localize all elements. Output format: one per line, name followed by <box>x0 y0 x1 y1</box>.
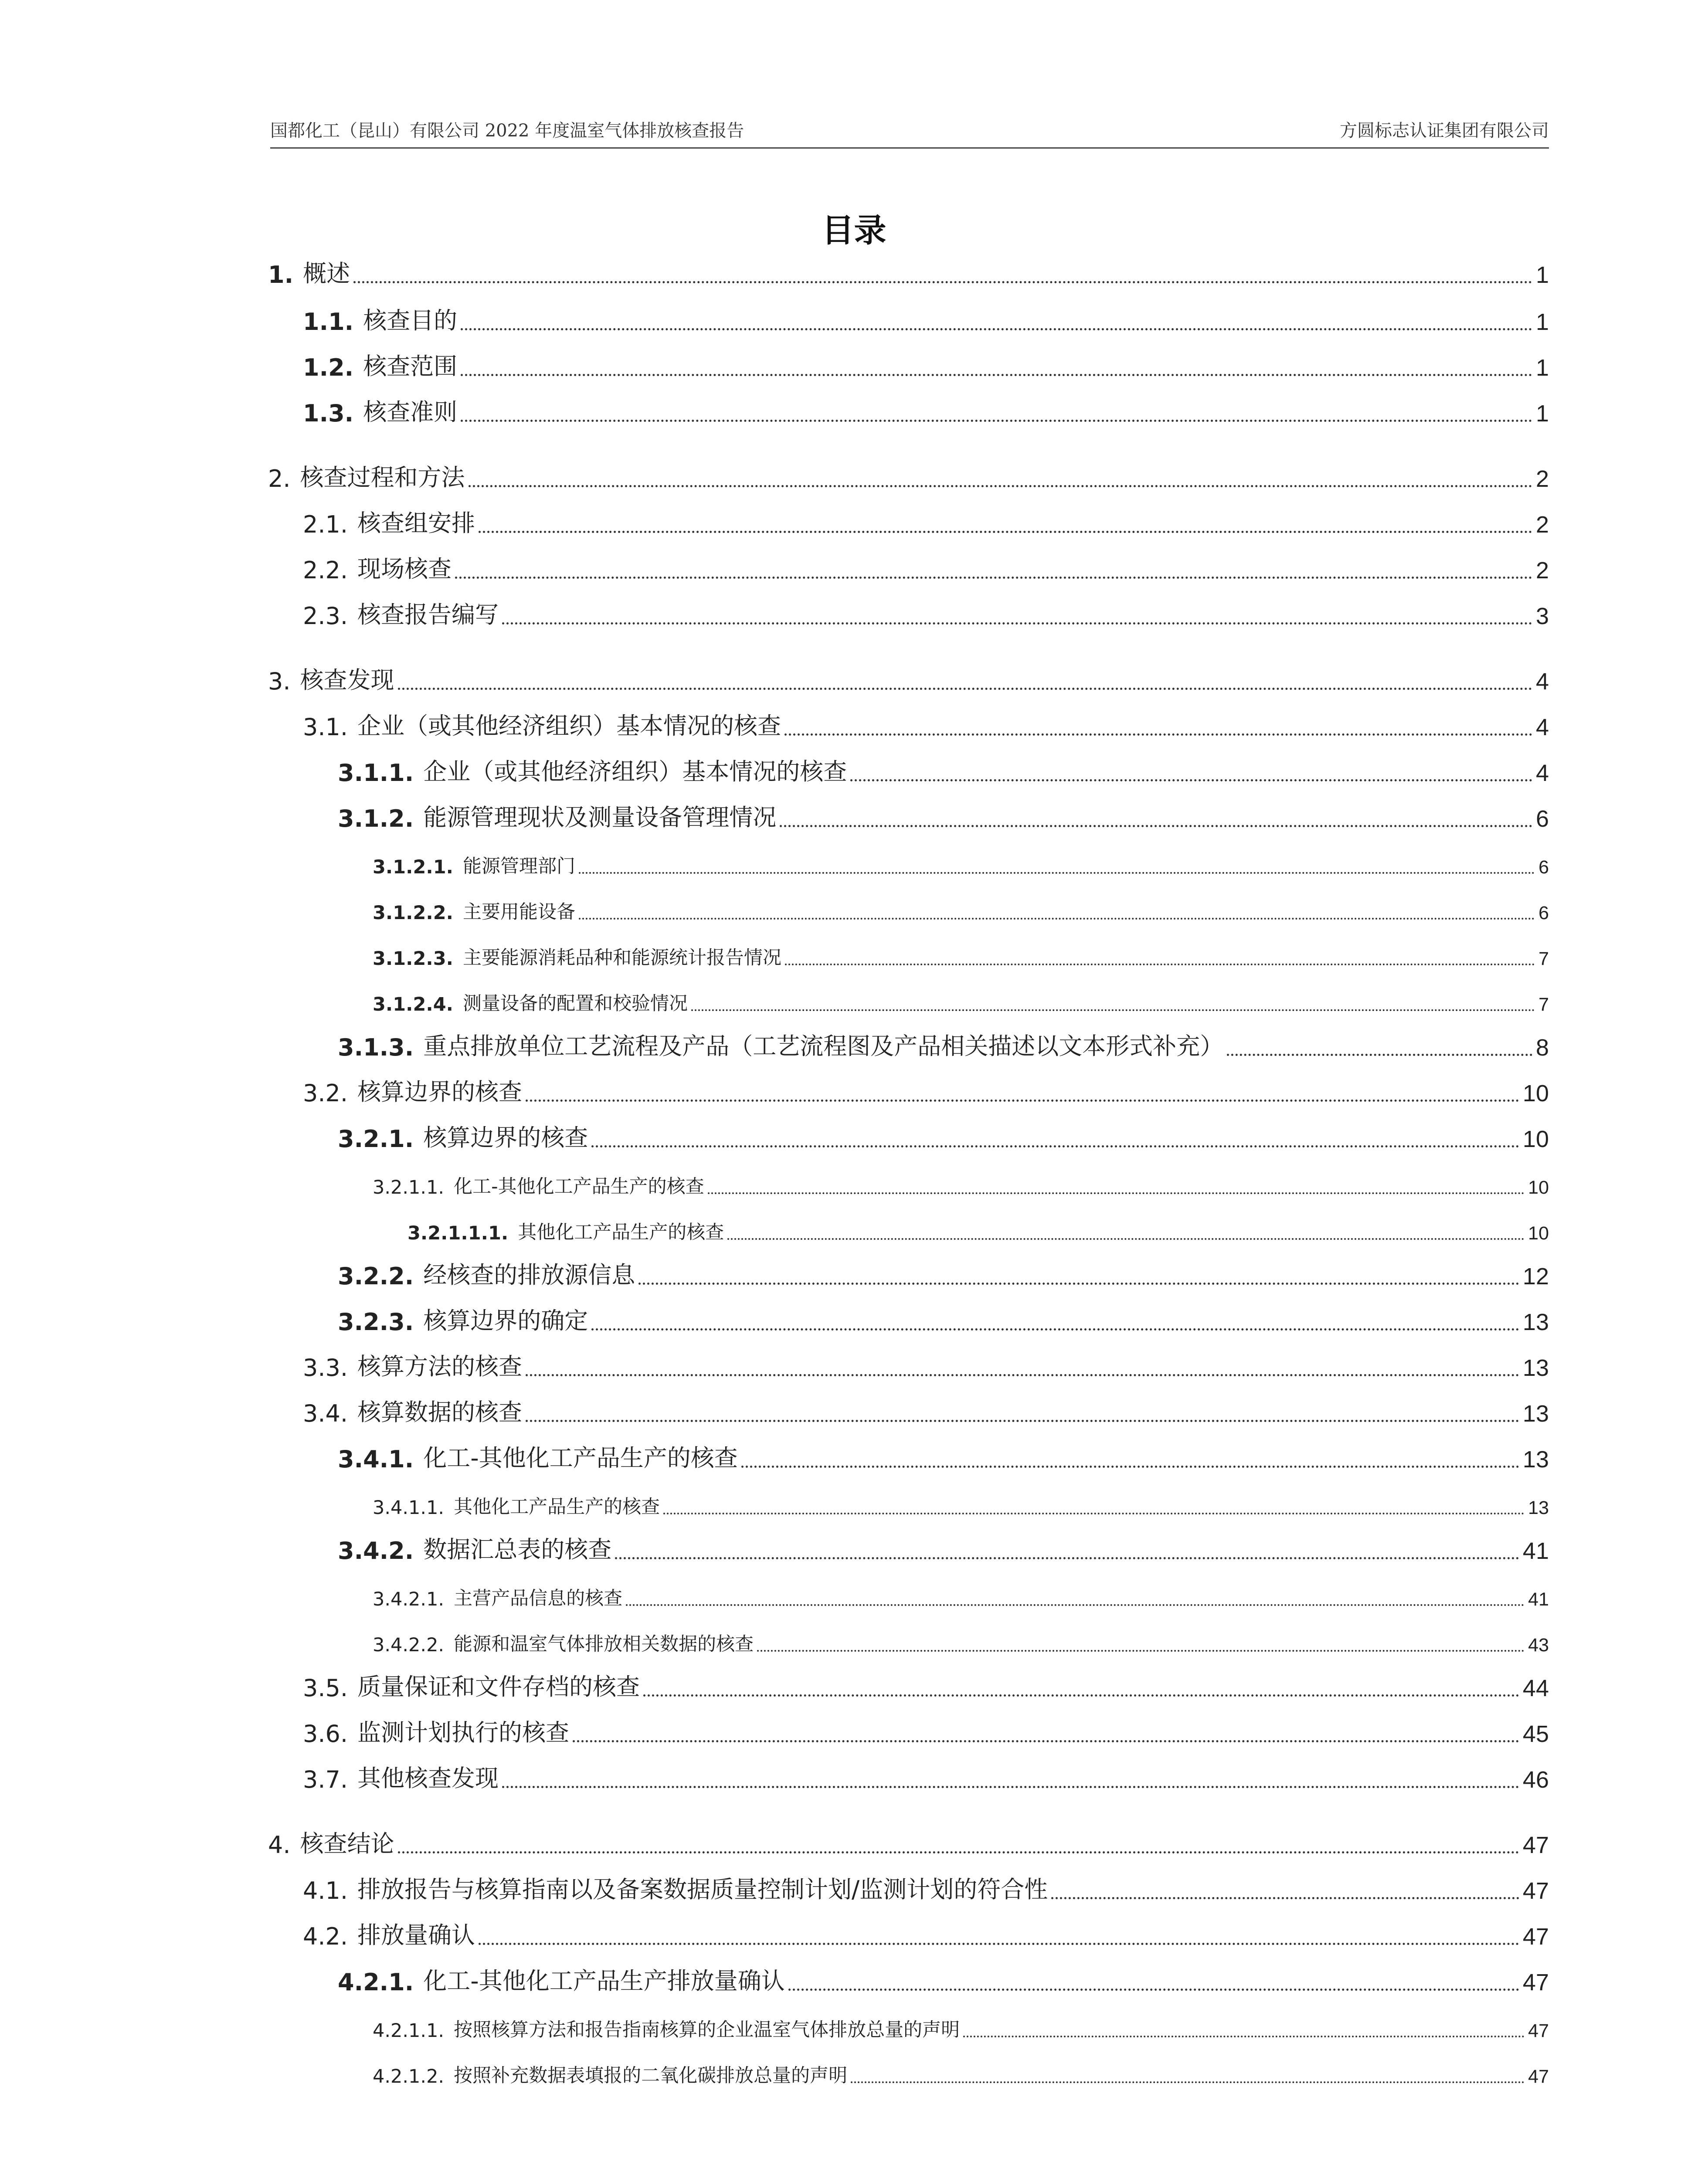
toc-entry-number: 3.3. <box>303 1354 348 1381</box>
toc-dot-leader <box>469 485 1532 487</box>
toc-entry-title: 主要用能设备 <box>463 901 576 923</box>
toc-entry[interactable] <box>373 889 1549 924</box>
toc-dot-leader <box>398 1851 1519 1853</box>
running-header <box>270 117 1549 149</box>
toc-dot-leader <box>643 1694 1519 1697</box>
toc-entry-page-number: 8 <box>1535 1035 1549 1061</box>
toc-entry-number: 3.1.2.2. <box>373 902 454 924</box>
toc-dot-leader <box>727 1238 1525 1240</box>
toc-dot-leader <box>502 622 1532 625</box>
toc-entry-page-number: 2 <box>1535 557 1549 584</box>
toc-dot-leader <box>573 1740 1519 1742</box>
toc-entry[interactable] <box>338 1255 1549 1290</box>
toc-entry[interactable] <box>268 458 1549 492</box>
toc-entry[interactable] <box>338 1026 1549 1061</box>
header-company-name: 方圆标志认证集团有限公司 <box>1340 121 1549 141</box>
toc-entry-number: 3.4. <box>303 1400 348 1427</box>
toc-entry-number: 3.2.1. <box>338 1125 414 1153</box>
toc-entry-number: 3.2.3. <box>338 1308 414 1336</box>
toc-entry[interactable] <box>303 1758 1549 1793</box>
toc-entry-page-number: 44 <box>1522 1675 1549 1701</box>
toc-entry-number: 3.1.2.4. <box>373 994 454 1015</box>
toc-dot-leader <box>461 374 1532 376</box>
toc-entry-page-number: 1 <box>1535 262 1549 288</box>
toc-entry-number: 4.1. <box>303 1877 348 1904</box>
toc-entry-title: 数据汇总表的核查 <box>423 1536 612 1563</box>
toc-entry-title: 监测计划执行的核查 <box>357 1719 570 1746</box>
toc-entry-number: 3.6. <box>303 1720 348 1748</box>
toc-entry-title: 核算边界的核查 <box>357 1078 523 1106</box>
toc-entry-number: 2.2. <box>303 557 348 584</box>
toc-entry-page-number: 6 <box>1535 806 1549 832</box>
toc-entry-title: 能源管理现状及测量设备管理情况 <box>423 804 777 831</box>
toc-entry-page-number: 13 <box>1522 1401 1549 1427</box>
toc-dot-leader <box>353 281 1532 283</box>
toc-dot-leader <box>455 577 1532 579</box>
toc-entry[interactable] <box>373 1164 1549 1198</box>
toc-dot-leader <box>479 531 1532 533</box>
toc-entry-title: 化工-其他化工产品生产的核查 <box>423 1444 738 1472</box>
toc-entry-page-number: 2 <box>1535 512 1549 538</box>
toc-entry-page-number: 12 <box>1522 1263 1549 1290</box>
toc-entry-title: 核查目的 <box>363 307 458 334</box>
toc-entry-number: 1.2. <box>303 354 354 381</box>
toc-entry[interactable] <box>338 1118 1549 1153</box>
toc-dot-leader <box>626 1604 1525 1606</box>
toc-dot-leader <box>579 918 1535 920</box>
toc-entry-page-number: 7 <box>1538 948 1549 969</box>
toc-entry[interactable] <box>373 2007 1549 2042</box>
toc-entry[interactable] <box>303 346 1549 381</box>
toc-entry-number: 3.7. <box>303 1766 348 1793</box>
toc-entry-number: 3.2.2. <box>338 1263 414 1290</box>
toc-dot-leader <box>579 872 1535 874</box>
toc-entry-page-number: 2 <box>1535 466 1549 492</box>
toc-entry[interactable] <box>373 1484 1549 1519</box>
toc-dot-leader <box>461 420 1532 422</box>
toc-entry-number: 1. <box>268 261 294 288</box>
toc-entry[interactable] <box>303 1915 1549 1950</box>
toc-dot-leader <box>479 1943 1519 1945</box>
toc-entry-page-number: 7 <box>1538 994 1549 1015</box>
toc-dot-leader <box>591 1328 1519 1330</box>
toc-entry[interactable] <box>303 1713 1549 1748</box>
toc-entry-page-number: 10 <box>1522 1080 1549 1106</box>
toc-entry[interactable] <box>303 1072 1549 1107</box>
toc-entry-number: 3.4.2.1. <box>373 1588 445 1610</box>
toc-entry-number: 3.2.1.1. <box>373 1177 445 1198</box>
toc-entry-title: 核算边界的确定 <box>423 1307 588 1334</box>
toc-dot-leader <box>851 2081 1525 2083</box>
toc-entry-page-number: 47 <box>1522 1924 1549 1950</box>
toc-entry-number: 4.2.1.2. <box>373 2066 445 2087</box>
toc-dot-leader <box>785 964 1535 965</box>
toc-entry-title: 核查报告编写 <box>357 601 499 628</box>
toc-entry[interactable] <box>303 706 1549 741</box>
toc-dot-leader <box>526 1100 1519 1102</box>
toc-entry[interactable] <box>303 503 1549 538</box>
toc-entry-page-number: 47 <box>1528 2020 1549 2041</box>
toc-entry-page-number: 43 <box>1528 1635 1549 1656</box>
toc-entry-title: 按照补充数据表填报的二氧化碳排放总量的声明 <box>454 2065 848 2087</box>
toc-dot-leader <box>1227 1054 1532 1056</box>
toc-entry-title: 主营产品信息的核查 <box>454 1588 623 1609</box>
toc-entry-number: 4.2.1. <box>338 1969 414 1996</box>
toc-dot-leader <box>638 1283 1519 1285</box>
toc-entry-title: 核查组安排 <box>357 509 475 537</box>
toc-entry-page-number: 4 <box>1535 714 1549 740</box>
toc-dot-leader <box>963 2036 1525 2037</box>
toc-entry-title: 核查结论 <box>300 1830 394 1857</box>
toc-entry[interactable] <box>338 798 1549 832</box>
toc-entry[interactable] <box>338 1530 1549 1565</box>
toc-entry-number: 3.4.1.1. <box>373 1497 445 1519</box>
toc-entry-page-number: 1 <box>1535 401 1549 427</box>
toc-entry-page-number: 10 <box>1522 1126 1549 1152</box>
toc-entry-number: 3.1.2.1. <box>373 856 454 878</box>
toc-entry-title: 重点排放单位工艺流程及产品（工艺流程图及产品相关描述以文本形式补充） <box>423 1032 1224 1060</box>
toc-entry[interactable] <box>373 935 1549 970</box>
toc-entry[interactable] <box>303 549 1549 584</box>
toc-entry-page-number: 46 <box>1522 1767 1549 1793</box>
toc-entry[interactable] <box>338 1438 1549 1473</box>
toc-entry-title: 测量设备的配置和校验情况 <box>463 993 688 1015</box>
toc-entry-number: 1.1. <box>303 308 354 336</box>
toc-entry-page-number: 1 <box>1535 309 1549 335</box>
toc-entry-title: 主要能源消耗品种和能源统计报告情况 <box>463 947 782 969</box>
toc-entry-title: 能源管理部门 <box>463 855 576 877</box>
toc-entry-title: 其他化工产品生产的核查 <box>518 1222 724 1243</box>
toc-entry-title: 核查准则 <box>363 398 458 426</box>
toc-dot-leader <box>784 733 1532 736</box>
toc-entry[interactable] <box>407 1209 1549 1244</box>
toc-entry-page-number: 3 <box>1535 603 1549 629</box>
toc-entry-page-number: 6 <box>1538 903 1549 923</box>
toc-entry-title: 其他化工产品生产的核查 <box>454 1496 660 1518</box>
toc-entry[interactable] <box>338 752 1549 787</box>
toc-entry-title: 质量保证和文件存档的核查 <box>357 1673 640 1700</box>
toc-dot-leader <box>615 1557 1519 1559</box>
toc-entry-number: 3.5. <box>303 1674 348 1702</box>
toc-entry-page-number: 6 <box>1538 857 1549 878</box>
toc-dot-leader <box>691 1009 1535 1011</box>
toc-entry-page-number: 41 <box>1522 1538 1549 1564</box>
toc-entry[interactable] <box>268 1824 1549 1859</box>
toc-entry-number: 2.3. <box>303 602 348 630</box>
toc-entry-title: 按照核算方法和报告指南核算的企业温室气体排放总量的声明 <box>454 2019 960 2041</box>
toc-entry-number: 3.2.1.1.1. <box>407 1222 509 1244</box>
toc-entry-number: 3.1.1. <box>338 759 414 787</box>
toc-entry-title: 核查过程和方法 <box>300 464 465 491</box>
toc-dot-leader <box>461 328 1532 330</box>
toc-entry-number: 3.1. <box>303 713 348 741</box>
toc-entry[interactable] <box>303 1347 1549 1381</box>
toc-entry-title: 核查发现 <box>300 666 394 694</box>
toc-entry-number: 3.4.2.2. <box>373 1634 445 1656</box>
toc-entry-page-number: 47 <box>1522 1878 1549 1904</box>
toc-entry[interactable] <box>373 843 1549 878</box>
toc-entry-page-number: 13 <box>1528 1497 1549 1518</box>
toc-entry-title: 核查范围 <box>363 353 458 380</box>
toc-entry-title: 经核查的排放源信息 <box>423 1261 635 1289</box>
toc-dot-leader <box>526 1374 1519 1376</box>
toc-entry-number: 3.4.1. <box>338 1446 414 1473</box>
toc-entry-title: 核算数据的核查 <box>357 1398 523 1426</box>
toc-entry-number: 4. <box>268 1831 291 1859</box>
toc-entry-title: 能源和温室气体排放相关数据的核查 <box>454 1633 754 1655</box>
toc-dot-leader <box>850 779 1532 781</box>
toc-entry-page-number: 13 <box>1522 1446 1549 1473</box>
toc-entry-number: 3.2. <box>303 1079 348 1107</box>
toc-entry[interactable] <box>303 301 1549 336</box>
toc-entry[interactable] <box>303 392 1549 427</box>
toc-entry-number: 3.1.3. <box>338 1034 414 1061</box>
toc-entry-page-number: 41 <box>1528 1589 1549 1610</box>
toc-entry-page-number: 13 <box>1522 1355 1549 1381</box>
toc-dot-leader <box>780 825 1532 827</box>
toc-dot-leader <box>708 1192 1525 1194</box>
toc-entry-title: 现场核查 <box>357 555 452 583</box>
toc-entry-number: 1.3. <box>303 400 354 427</box>
toc-entry-number: 2. <box>268 465 291 492</box>
toc-dot-leader <box>502 1786 1519 1788</box>
toc-entry-page-number: 1 <box>1535 355 1549 381</box>
toc-entry-page-number: 4 <box>1535 760 1549 786</box>
toc-entry[interactable] <box>303 1870 1549 1904</box>
toc-entry-title: 核算边界的核查 <box>423 1124 588 1151</box>
toc-entry-page-number: 10 <box>1528 1177 1549 1198</box>
toc-entry-number: 3. <box>268 668 291 695</box>
toc-entry-number: 4.2.1.1. <box>373 2020 445 2042</box>
toc-entry-title: 其他核查发现 <box>357 1765 499 1792</box>
toc-entry-number: 2.1. <box>303 511 348 538</box>
toc-dot-leader <box>1051 1897 1519 1899</box>
toc-dot-leader <box>663 1513 1525 1514</box>
toc-entry-title: 核算方法的核查 <box>357 1353 523 1380</box>
toc-dot-leader <box>757 1650 1525 1652</box>
page-title: 目录 <box>822 212 886 249</box>
toc-entry[interactable] <box>303 1667 1549 1702</box>
toc-dot-leader <box>398 688 1532 690</box>
toc-entry-title: 概述 <box>303 260 350 287</box>
toc-entry-title: 化工-其他化工产品生产的核查 <box>454 1176 704 1198</box>
toc-entry-page-number: 45 <box>1522 1721 1549 1747</box>
toc-entry[interactable] <box>303 595 1549 630</box>
toc-entry-number: 3.1.2. <box>338 805 414 832</box>
toc-entry[interactable] <box>373 981 1549 1015</box>
toc-entry[interactable] <box>303 1392 1549 1427</box>
toc-entry-number: 3.1.2.3. <box>373 948 454 970</box>
toc-entry-title: 企业（或其他经济组织）基本情况的核查 <box>423 758 847 785</box>
toc-entry-page-number: 13 <box>1522 1309 1549 1335</box>
toc-dot-leader <box>526 1420 1519 1422</box>
toc-entry-title: 化工-其他化工产品生产排放量确认 <box>423 1967 785 1995</box>
toc-entry[interactable] <box>268 660 1549 695</box>
toc-entry-number: 4.2. <box>303 1923 348 1950</box>
toc-dot-leader <box>591 1145 1519 1147</box>
toc-entry-page-number: 47 <box>1522 1969 1549 1996</box>
toc-entry-title: 企业（或其他经济组织）基本情况的核查 <box>357 712 781 740</box>
toc-entry-page-number: 47 <box>1528 2066 1549 2087</box>
toc-entry[interactable] <box>268 254 1549 288</box>
toc-entry[interactable] <box>338 1301 1549 1336</box>
toc-dot-leader <box>788 1989 1519 1991</box>
toc-entry-page-number: 10 <box>1528 1223 1549 1244</box>
toc-entry-title: 排放量确认 <box>357 1921 475 1949</box>
toc-entry-page-number: 4 <box>1535 669 1549 695</box>
header-report-title: 国都化工（昆山）有限公司 2022 年度温室气体排放核查报告 <box>270 121 744 141</box>
toc-entry-page-number: 47 <box>1522 1832 1549 1858</box>
toc-entry[interactable] <box>338 1961 1549 1996</box>
toc-entry-number: 3.4.2. <box>338 1537 414 1565</box>
toc-dot-leader <box>741 1466 1519 1468</box>
toc-entry[interactable] <box>373 2053 1549 2087</box>
toc-entry[interactable] <box>373 1575 1549 1610</box>
toc-entry-title: 排放报告与核算指南以及备案数据质量控制计划/监测计划的符合性 <box>357 1876 1048 1903</box>
toc-entry[interactable] <box>373 1621 1549 1656</box>
